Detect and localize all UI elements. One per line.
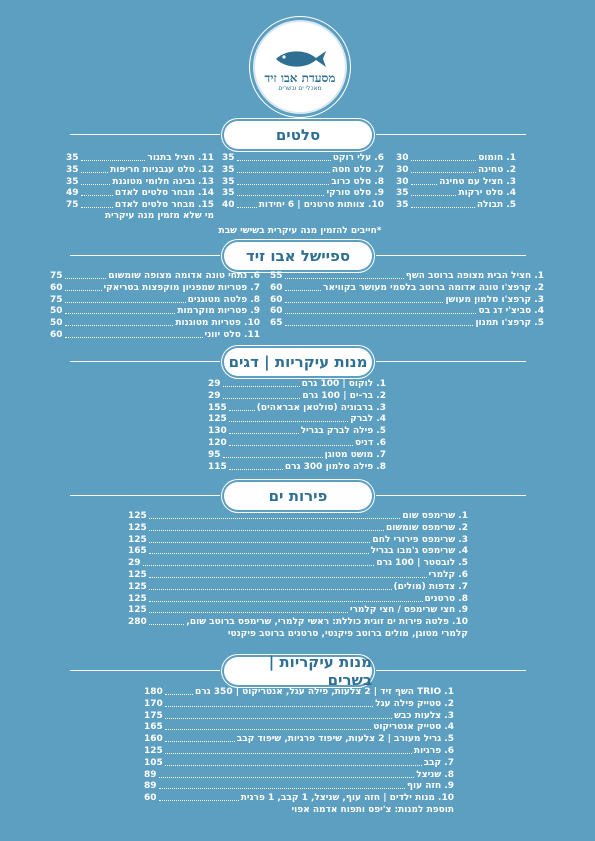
dotted-leader: [165, 686, 193, 695]
dotted-leader: [285, 317, 474, 326]
menu-item-name: 6. פרגיות: [413, 746, 454, 756]
menu-item-name: 8. פלטה מטוגנים: [187, 294, 260, 305]
menu-item-price: 49: [66, 188, 79, 199]
special-item: [270, 305, 544, 317]
dotted-leader: [81, 187, 113, 196]
special-item: [270, 317, 544, 329]
dotted-leader: [285, 294, 444, 303]
salad-item: [396, 199, 516, 211]
dotted-leader: [149, 593, 423, 602]
dotted-leader: [165, 757, 422, 766]
meat-item: [144, 721, 454, 733]
salad-item: [396, 164, 516, 176]
salad-item: [66, 176, 214, 188]
dotted-leader: [149, 510, 401, 519]
dotted-leader: [237, 176, 330, 185]
menu-item-name: 14. מבחר סלטים לאדם: [114, 188, 214, 199]
salad-item: [66, 164, 214, 176]
menu-item-price: 89: [144, 781, 157, 792]
restaurant-name: מסעדת אבו זיד: [264, 71, 336, 85]
dotted-leader: [411, 164, 476, 173]
salad-item: [396, 152, 516, 164]
dotted-leader: [65, 317, 174, 326]
meat-item: [144, 780, 454, 792]
salad-item: [396, 187, 516, 199]
salad-item: [222, 187, 384, 199]
special-item: [50, 282, 260, 294]
salad-item: [222, 152, 384, 164]
dotted-leader: [229, 402, 255, 411]
menu-item-name: 6. עלי רוקט: [332, 153, 384, 163]
menu-item-price: 125: [144, 746, 163, 756]
dotted-leader: [165, 745, 412, 754]
menu-item-price: 60: [270, 306, 283, 317]
menu-item-name: 5. תבולה: [476, 200, 516, 211]
dotted-leader: [165, 721, 371, 730]
section-title-fish: מנות עיקריות | דגים: [224, 348, 372, 376]
menu-item-name: 9. סלט טורקי: [326, 188, 384, 199]
fish-item: [208, 437, 386, 449]
dotted-leader: [237, 199, 257, 208]
menu-item-name: 10. צוותות סרטנים | 6 יחידות: [258, 200, 384, 211]
dotted-leader: [223, 449, 323, 458]
fish-item: [208, 449, 386, 461]
menu-item-price: 35: [396, 188, 409, 199]
menu-item-price: 120: [208, 438, 227, 448]
menu-item-price: 95: [208, 449, 221, 460]
menu-item-name: 9. חצי שרימפס / חצי קלמרי: [349, 605, 468, 616]
menu-item-price: 60: [50, 330, 63, 340]
menu-item-name: 8. סרטנים: [424, 593, 468, 604]
menu-item-price: 60: [270, 294, 283, 305]
dotted-leader: [65, 294, 186, 303]
meat-item: [144, 686, 454, 698]
menu-item-price: 125: [128, 511, 147, 521]
meat-item: [144, 698, 454, 710]
menu-item-price: 50: [50, 318, 63, 329]
menu-item-price: 175: [144, 710, 163, 721]
salads-note-weekend: *חייבים להזמין מנה עיקרית בשישי שבת: [218, 226, 382, 236]
menu-item-name: 7. מושט מטוגן: [324, 449, 386, 460]
menu-item-name: 1. שרימפס שום: [402, 511, 468, 521]
menu-item-price: 115: [208, 461, 227, 472]
dotted-leader: [149, 616, 185, 625]
special-item: [270, 282, 544, 294]
dotted-leader: [411, 187, 457, 196]
dotted-leader: [411, 176, 438, 185]
seafood-item: [128, 616, 468, 628]
menu-item-name: 8. שניצל: [416, 769, 454, 780]
menu-item-price: 165: [144, 722, 163, 733]
menu-item-price: 125: [128, 593, 147, 604]
menu-item-name: 3. ברבוניה (סולטאן אבראהים): [256, 402, 386, 413]
menu-item-price: 125: [208, 414, 227, 425]
menu-item-name: 6. קלמרי: [428, 570, 468, 580]
seafood-item: [128, 522, 468, 534]
menu-item-price: 170: [144, 698, 163, 709]
menu-item-price: 30: [396, 153, 409, 163]
dotted-leader: [165, 733, 235, 742]
menu-item-name: 1. TRIO השף זיד | 2 צלעות, פילה עגל, אנטריקוט | 350 גרם: [194, 687, 454, 697]
dotted-leader: [229, 437, 353, 446]
menu-item-price: 75: [50, 294, 63, 305]
fish-item: [208, 402, 386, 414]
menu-item-price: 180: [144, 687, 163, 697]
fish-item: [208, 378, 386, 390]
salad-item: [66, 152, 214, 164]
menu-item-name: 2. טחינה: [477, 164, 516, 175]
menu-item-price: 35: [222, 176, 235, 187]
menu-item-name: 11. סלט יווני: [204, 330, 260, 340]
menu-item-name: 1. חציל הבית מצופה ברוטב השף: [405, 271, 544, 281]
dotted-leader: [159, 780, 405, 789]
dotted-leader: [149, 604, 348, 613]
dotted-leader: [237, 152, 331, 161]
salad-item: [396, 176, 516, 188]
menu-item-price: 60: [144, 793, 157, 804]
menu-item-name: 3. קרפצ'ו סלמון מעושן: [445, 294, 544, 305]
menu-item-name: 4. לברק: [350, 414, 386, 425]
dotted-leader: [65, 305, 176, 314]
menu-item-name: 4. סטייק אנטריקוט: [373, 722, 454, 733]
menu-item-price: 130: [208, 426, 227, 437]
salad-item: [222, 176, 384, 188]
seafood-item: [128, 593, 468, 605]
dotted-leader: [159, 769, 415, 778]
meat-item: [144, 745, 454, 757]
dotted-leader: [81, 199, 113, 208]
dotted-leader: [237, 187, 325, 196]
fish-item: [208, 390, 386, 402]
fish-item: [208, 425, 386, 437]
menu-item-price: 35: [66, 153, 79, 163]
menu-item-name: 11. חציל בתנור: [147, 153, 214, 163]
menu-item-price: 35: [222, 188, 235, 199]
fish-icon: [272, 45, 328, 71]
special-item: [50, 317, 260, 329]
dotted-leader: [411, 199, 475, 208]
menu-item-name: 1. לוקוס | 100 גרם: [301, 379, 386, 389]
special-item: [50, 305, 260, 317]
menu-item-price: 125: [128, 534, 147, 545]
dotted-leader: [285, 270, 404, 279]
fish-item: [208, 461, 386, 473]
menu-item-name: 2. שרימפס שומשום: [385, 522, 468, 533]
special-item: [50, 294, 260, 306]
dotted-leader: [149, 545, 369, 554]
section-title-special: ספיישל אבו זיד: [224, 242, 372, 270]
dotted-leader: [285, 282, 322, 291]
dotted-leader: [411, 152, 477, 161]
meat-item: [144, 710, 454, 722]
menu-item-price: 125: [128, 581, 147, 592]
menu-item-name: 7. צדפות (מולים): [393, 581, 468, 592]
meat-item: [144, 757, 454, 769]
menu-item-price: 60: [50, 282, 63, 293]
dotted-leader: [229, 461, 283, 470]
menu-item-price: 50: [50, 306, 63, 317]
seafood-item: [128, 604, 468, 616]
seafood-item: [128, 557, 468, 569]
section-title-salads: סלטים: [224, 121, 372, 149]
menu-item-name: 12. סלט עגבניות חריפות: [110, 164, 214, 175]
dotted-leader: [81, 176, 111, 185]
menu-item-name: 3. צלעות כבש: [394, 710, 454, 721]
salad-item: [222, 164, 384, 176]
menu-item-price: 29: [208, 390, 221, 401]
special-item: [50, 270, 260, 282]
menu-item-price: 155: [208, 402, 227, 413]
menu-item-name: 10. פלטה פירות ים זוגית כוללת: ראשי קלמרי, שרימפס ברוטב שום,: [186, 617, 468, 628]
menu-item-price: 125: [128, 570, 147, 580]
meat-item: [144, 769, 454, 781]
menu-item-name: 10. מנות ילדים | חזה עוף, שניצל, 1 קבב, 1 פרגית: [240, 793, 454, 804]
restaurant-subtitle: מאכלי ים ובשרים: [278, 85, 322, 92]
menu-item-name: 2. בר-ים | 100 גרם: [302, 390, 386, 401]
menu-item-name: 1. חומוס: [478, 153, 516, 163]
meat-item: [144, 792, 454, 804]
menu-item-name: 3. חציל עם טחינה: [439, 176, 516, 187]
seafood-item: [128, 510, 468, 522]
special-item: [270, 294, 544, 306]
seafood-item: [128, 545, 468, 557]
menu-item-name: 5. לובסטר | 100 גרם: [376, 558, 468, 569]
meat-item: [144, 733, 454, 745]
menu-item-name: 4. סביצ'י דג בס: [478, 306, 544, 317]
menu-item-name: 8. פילה סלמון 300 גרם: [284, 461, 386, 472]
menu-item-name: 5. גריל מעורב | 2 צלעות, שיפוד פרגיות, שיפוד קבב: [236, 734, 454, 745]
menu-item-price: 35: [66, 164, 79, 175]
menu-item-price: 75: [66, 200, 79, 211]
menu-item-price: 89: [144, 769, 157, 780]
menu-item-name: 7. סלט חסה: [331, 164, 384, 175]
menu-item-price: 29: [128, 558, 141, 569]
menu-item-price: 105: [144, 757, 163, 768]
menu-item-name: 7. פטריות שמפניון מוקפצות בטריאקי: [103, 282, 260, 293]
menu-item-name: 2. קרפצ'ו טונה אדומה ברוטב בלסמי מעושר בקוויאר: [323, 282, 544, 293]
dotted-leader: [149, 534, 371, 543]
menu-item-name: 2. סטייק פילה עגל: [375, 698, 454, 709]
dotted-leader: [223, 390, 301, 399]
menu-item-price: 65: [270, 318, 283, 329]
menu-item-name: 9. פטריות מוקרמות: [177, 306, 260, 317]
dotted-leader: [165, 710, 392, 719]
dotted-leader: [65, 270, 107, 279]
menu-item-price: 55: [270, 271, 283, 281]
menu-item-price: 75: [50, 271, 63, 281]
menu-item-name: 4. סלט ירקות: [458, 188, 516, 199]
menu-item-price: 35: [396, 200, 409, 211]
dotted-leader: [65, 282, 102, 291]
menu-item-price: 280: [128, 617, 147, 628]
dotted-leader: [65, 329, 203, 338]
fish-item: [208, 413, 386, 425]
menu-item-name: 8. סלט כרוב: [331, 176, 384, 187]
menu-item-price: 165: [128, 546, 147, 557]
menu-item-name: 7. קבב: [423, 757, 454, 768]
menu-item-name: 3. שרימפס פירורי לחם: [372, 534, 468, 545]
special-item: [270, 270, 544, 282]
menu-item-price: 160: [144, 734, 163, 745]
menu-item-price: 30: [396, 164, 409, 175]
menu-item-name: 6. דניס: [355, 438, 386, 448]
menu-item-price: 30: [396, 176, 409, 187]
section-title-seafood: פירות ים: [224, 482, 372, 510]
dotted-leader: [223, 378, 300, 387]
menu-item-name: 13. גבינה חלומי מטוגנת: [112, 176, 214, 187]
dotted-leader: [143, 557, 375, 566]
section-title-meat: מנות עיקריות | בשרים: [224, 657, 372, 685]
menu-item-price: 60: [270, 282, 283, 293]
menu-item-name: 15. מבחר סלטים לאדם: [114, 200, 214, 211]
menu-item-name: 6. נתחי טונה אדומה מצופה שומשום: [108, 271, 260, 281]
dotted-leader: [81, 152, 146, 161]
menu-item-name: 5. פילה לברק בגריל: [300, 426, 386, 437]
dotted-leader: [237, 164, 330, 173]
seafood-item: [128, 569, 468, 581]
seafood-item: [128, 581, 468, 593]
meat-side-dishes-note: תוספת למנות: צ'יפס ותפוח אדמה אפוי: [291, 805, 454, 815]
menu-item-price: 35: [66, 176, 79, 187]
dotted-leader: [149, 581, 392, 590]
menu-item-name: 9. חזה עוף: [406, 781, 454, 792]
seafood-item: [128, 534, 468, 546]
menu-item-price: 40: [222, 200, 235, 211]
menu-item-price: 35: [222, 164, 235, 175]
salad-item: [222, 199, 384, 211]
menu-item-price: 125: [128, 522, 147, 533]
menu-item-price: 35: [222, 153, 235, 163]
special-item: [50, 329, 260, 341]
menu-item-price: 125: [128, 605, 147, 616]
dotted-leader: [159, 792, 239, 801]
menu-item-name: 10. פטריות מטוגנות: [175, 318, 260, 329]
dotted-leader: [229, 413, 348, 422]
salads-note-no-main: מי שלא מזמין מנה עיקרית: [104, 211, 214, 221]
menu-item-name: 4. שרימפס ג'מבו בגריל: [370, 546, 468, 557]
seafood-item-continuation: קלמרי מטוגן, מולים ברוטב פיקנטי, סרטנים ברוטב פיקנטי: [227, 629, 468, 639]
dotted-leader: [81, 164, 109, 173]
dotted-leader: [149, 569, 427, 578]
restaurant-logo: [253, 20, 347, 114]
dotted-leader: [229, 425, 299, 434]
menu-item-name: 5. קרפצ'ו תמנון: [475, 318, 544, 329]
dotted-leader: [285, 305, 477, 314]
dotted-leader: [149, 522, 384, 531]
menu-item-price: 29: [208, 379, 221, 389]
salad-item: [66, 187, 214, 199]
dotted-leader: [165, 698, 373, 707]
